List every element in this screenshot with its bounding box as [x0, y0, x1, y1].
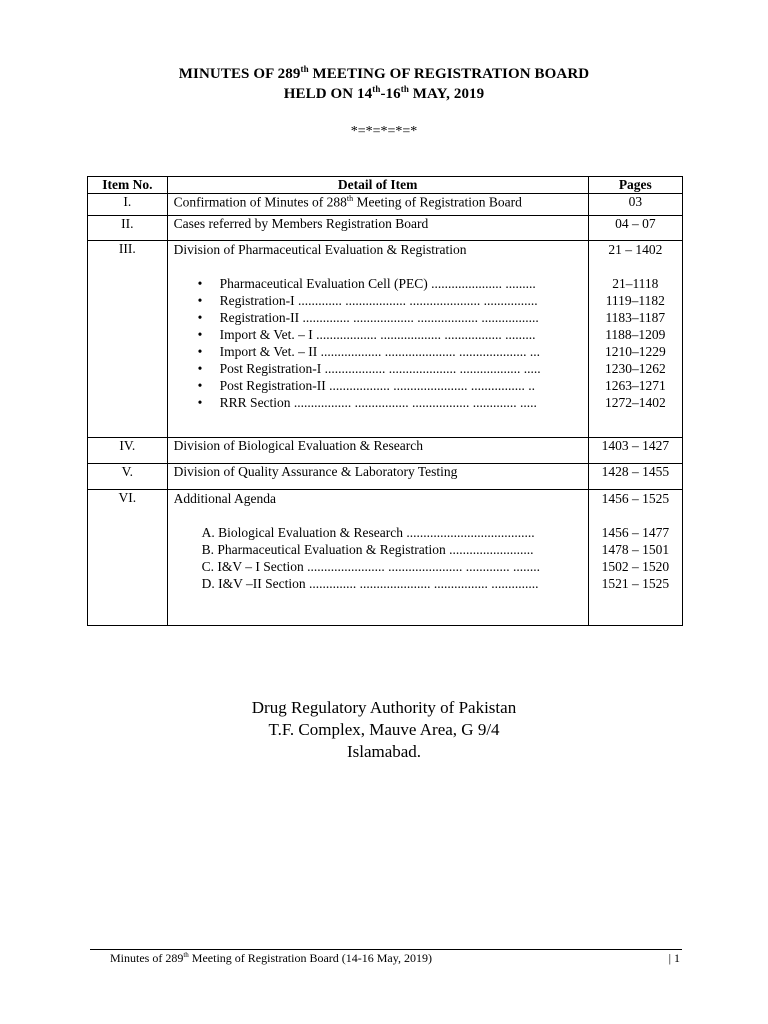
- item-detail: Confirmation of Minutes of 288th Meeting of Registration Board: [167, 194, 588, 216]
- subitem-pages: 1183–1187: [605, 310, 666, 325]
- list-item: • Import & Vet. – I .................. .................. ................. .........: [197, 327, 536, 342]
- item-detail: [167, 490, 588, 626]
- table-row: [88, 194, 683, 216]
- subitem-pages: 1502 – 1520: [601, 559, 670, 574]
- item-no: II.: [88, 216, 168, 241]
- subitem-pages: 1119–1182: [605, 293, 665, 308]
- item-no: IV.: [88, 438, 168, 464]
- item-pages: 04 – 07: [588, 216, 682, 241]
- subitem-pages: 1272–1402: [604, 395, 666, 410]
- item-no: III.: [88, 241, 168, 438]
- footer-divider: [90, 949, 682, 950]
- subitem-pages: 1263–1271: [604, 378, 666, 393]
- item-no: VI.: [88, 490, 168, 626]
- table-row: [88, 216, 683, 241]
- subitem-pages: 1188–1209: [605, 327, 666, 342]
- item-pages-total: 21 – 1402: [608, 242, 663, 257]
- subitem-pages: 1478 – 1501: [601, 542, 670, 557]
- item-pages: 03: [588, 194, 682, 216]
- title-separator: *=*=*=*=*: [350, 124, 418, 139]
- item-pages: 1428 – 1455: [588, 464, 682, 490]
- address-line: Islamabad.: [346, 742, 422, 761]
- item-pages-total: 1456 – 1525: [601, 491, 670, 506]
- item-detail: Division of Quality Assurance & Laboratory Testing: [167, 464, 588, 490]
- list-item: B. Pharmaceutical Evaluation & Registration .........................: [201, 542, 534, 557]
- page-footer: Minutes of 289th Meeting of Registration Board (14-16 May, 2019) | 1: [110, 951, 680, 965]
- item-detail-title: Division of Pharmaceutical Evaluation & Registration: [173, 242, 467, 257]
- list-item: • Registration-I ............. .................. ..................... ................: [197, 293, 538, 308]
- header-item-no: Item No.: [88, 177, 168, 194]
- table-header-row: [88, 177, 683, 194]
- list-item: • Post Registration-I .................. .................... .................. .....: [197, 361, 541, 376]
- list-item: • Registration-II .............. .................. .................. .................: [197, 310, 539, 325]
- item-no: V.: [88, 464, 168, 490]
- table-row: [88, 464, 683, 490]
- list-item: A. Biological Evaluation & Research ......................................: [201, 525, 535, 540]
- address-block: [0, 697, 768, 763]
- table-row: [88, 438, 683, 464]
- subitem-pages: 1456 – 1477: [601, 525, 670, 540]
- header-pages: Pages: [588, 177, 682, 194]
- item-detail: Cases referred by Members Registration Board: [167, 216, 588, 241]
- document-title-line2: HELD ON 14th-16th MAY, 2019: [283, 84, 485, 102]
- item-detail: Division of Biological Evaluation & Research: [167, 438, 588, 464]
- item-pages: [588, 490, 682, 626]
- list-item: • Pharmaceutical Evaluation Cell (PEC) ..................... .........: [197, 276, 536, 291]
- header-detail: Detail of Item: [167, 177, 588, 194]
- address-line: Drug Regulatory Authority of Pakistan: [251, 698, 517, 717]
- item-detail: [167, 241, 588, 438]
- address-line: T.F. Complex, Mauve Area, G 9/4: [268, 720, 500, 739]
- item-no: I.: [88, 194, 168, 216]
- agenda-table: [87, 176, 683, 626]
- item-pages: 1403 – 1427: [588, 438, 682, 464]
- list-item: • Post Registration-II .................. ...................... ................ ..: [197, 378, 536, 393]
- subitem-pages: 1230–1262: [604, 361, 666, 376]
- document-title-line1: MINUTES OF 289th MEETING OF REGISTRATION BOARD: [178, 64, 590, 82]
- subitem-pages: 1210–1229: [604, 344, 666, 359]
- subitem-pages: 21–1118: [612, 276, 659, 291]
- page-number: | 1: [668, 951, 680, 965]
- table-row: [88, 490, 683, 626]
- item-detail-title: Additional Agenda: [173, 491, 277, 506]
- list-item: D. I&V –II Section .............. ..................... ................ ..............: [201, 576, 539, 591]
- table-row: [88, 241, 683, 438]
- list-item: • Import & Vet. – II .................. ..................... .................... ...: [197, 344, 541, 359]
- list-item: • RRR Section ................. ................ ................. ............. .....: [197, 395, 537, 410]
- list-item: C. I&V – I Section ....................... ...................... ............. ........: [201, 559, 541, 574]
- item-pages: [588, 241, 682, 438]
- subitem-pages: 1521 – 1525: [601, 576, 670, 591]
